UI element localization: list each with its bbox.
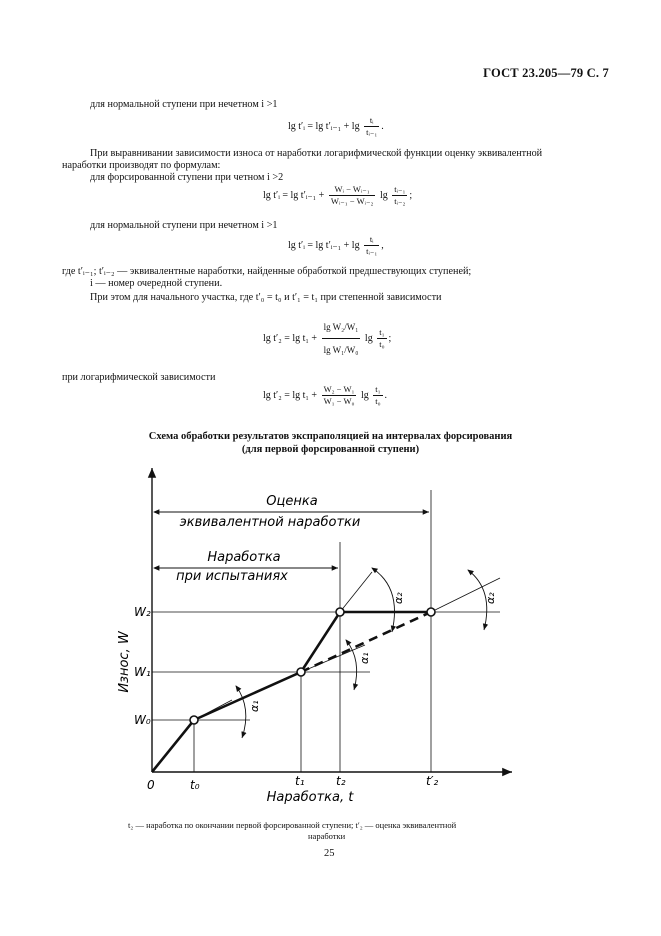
x-tick-t1: t₁: [295, 774, 305, 788]
formula-5: [263, 384, 387, 407]
paragraph: для нормальной ступени при нечетном i >1: [90, 99, 278, 110]
angle-arc-a1-mid: [346, 640, 357, 690]
numerator: tᵢ₋₁: [394, 184, 406, 194]
paragraph: При этом для начального участка, где t′₀ = t₀ и t′₁ = t₁ при степенной зависимости: [90, 292, 442, 303]
slope-extension-1: [194, 700, 232, 720]
slope-extension-2: [340, 572, 372, 612]
y-axis-label: Износ, W: [117, 631, 132, 693]
denominator: W₁ − W₀: [323, 396, 355, 406]
fraction: [364, 234, 379, 257]
x-tick-t2-prime: t′₂: [426, 774, 439, 788]
paragraph: при логарифмической зависимости: [62, 372, 216, 383]
paragraph: наработки производят по формулам:: [62, 160, 221, 171]
x-tick-0: 0: [147, 778, 155, 792]
formula-end: ;: [388, 332, 392, 344]
paragraph: для форсированной ступени при четном i >2: [90, 172, 284, 183]
point-w0: [190, 716, 198, 724]
x-tick-t2: t₂: [336, 774, 346, 788]
formula-4: [263, 316, 391, 361]
test-label-1: Наработка: [207, 550, 281, 565]
fraction: [322, 316, 361, 361]
formula-end: ;: [409, 189, 413, 201]
point-w2: [336, 608, 344, 616]
numerator: lg W₂/W₁: [322, 316, 361, 339]
fraction: [392, 184, 407, 207]
paragraph: где t′ᵢ₋₁; t′ᵢ₋₂ — эквивалентные наработки, найденные обработкой предшествующих ступеней;: [62, 266, 472, 277]
formula-lhs: lg t′ᵢ = lg t′ᵢ₋₁ +: [263, 189, 325, 201]
figure-title: [0, 430, 661, 456]
fraction: [364, 115, 379, 138]
denominator: tᵢ₋₂: [394, 196, 406, 206]
formula-end: .: [381, 120, 384, 132]
formula-lhs: lg t′₂ = lg t₁ +: [263, 332, 318, 344]
numerator: tᵢ: [364, 234, 379, 246]
page-header: ГОСТ 23.205—79 С. 7: [483, 66, 609, 80]
point-w1: [297, 668, 305, 676]
fraction: [322, 384, 357, 407]
page-number: 25: [324, 848, 335, 859]
fraction: [377, 327, 386, 350]
formula-lhs: lg t′₂ = lg t₁ +: [263, 389, 318, 401]
y-tick-w0: W₀: [134, 713, 151, 727]
denominator: t₀: [375, 396, 381, 406]
estimate-label-1: Оценка: [266, 494, 318, 509]
denominator: lg W₁/W₀: [323, 345, 359, 355]
formula-mid: lg: [364, 332, 373, 344]
figure-title-line: (для первой форсированной ступени): [241, 444, 420, 455]
figure-title-line: Схема обработки результатов экспраполяцией на интервалах форсирования: [148, 431, 513, 442]
denominator: Wᵢ₋₁ − Wᵢ₋₂: [330, 196, 374, 206]
formula-end: .: [384, 389, 388, 401]
angle-label-a2-mid: α₂: [392, 592, 405, 604]
denominator: t₀: [379, 339, 385, 349]
numerator: tᵢ: [364, 115, 379, 127]
estimate-label-2: эквивалентной наработки: [179, 515, 361, 530]
formula-mid: lg: [379, 189, 388, 201]
formula-2: [263, 184, 412, 207]
numerator: t₁: [379, 327, 385, 337]
paragraph: i — номер очередной ступени.: [90, 278, 223, 289]
x-tick-t0: t₀: [190, 778, 200, 792]
formula-end: ,: [381, 239, 384, 251]
y-tick-w1: W₁: [134, 665, 151, 679]
wear-diagram: [0, 460, 661, 820]
formula-mid: lg: [360, 389, 369, 401]
formula-1: [288, 115, 384, 138]
y-tick-w2: W₂: [134, 605, 151, 619]
angle-arc-a1-low: [236, 686, 246, 738]
formula-lhs: lg t′ᵢ = lg t′ᵢ₋₁ + lg: [288, 239, 360, 251]
formula-3: [288, 234, 384, 257]
denominator: tᵢ₋₁: [366, 127, 378, 137]
formula-lhs: lg t′ᵢ = lg t′ᵢ₋₁ + lg: [288, 120, 360, 132]
angle-label-a2-right: α₂: [484, 592, 497, 604]
paragraph: При выравнивании зависимости износа от наработки логарифмической функции оценку эквивалентной: [90, 148, 543, 159]
paragraph: для нормальной ступени при нечетном i >1: [90, 220, 278, 231]
fraction: [329, 184, 376, 207]
figure-caption-line: t₂ — наработка по окончании первой форсированной ступени; t′₂ — оценка эквивалентной: [128, 820, 457, 830]
figure-caption-line: наработки: [308, 831, 346, 841]
numerator: Wᵢ − Wᵢ₋₁: [329, 184, 376, 196]
fraction: [373, 384, 382, 407]
x-axis-label: Наработка, t: [266, 790, 354, 805]
angle-label-a1-mid: α₁: [358, 652, 371, 664]
angle-label-a1-low: α₁: [248, 700, 261, 712]
test-label-2: при испытаниях: [176, 569, 288, 584]
denominator: tᵢ₋₁: [366, 246, 378, 256]
numerator: W₂ − W₁: [323, 384, 355, 394]
point-w2-prime: [427, 608, 435, 616]
numerator: t₁: [375, 384, 381, 394]
